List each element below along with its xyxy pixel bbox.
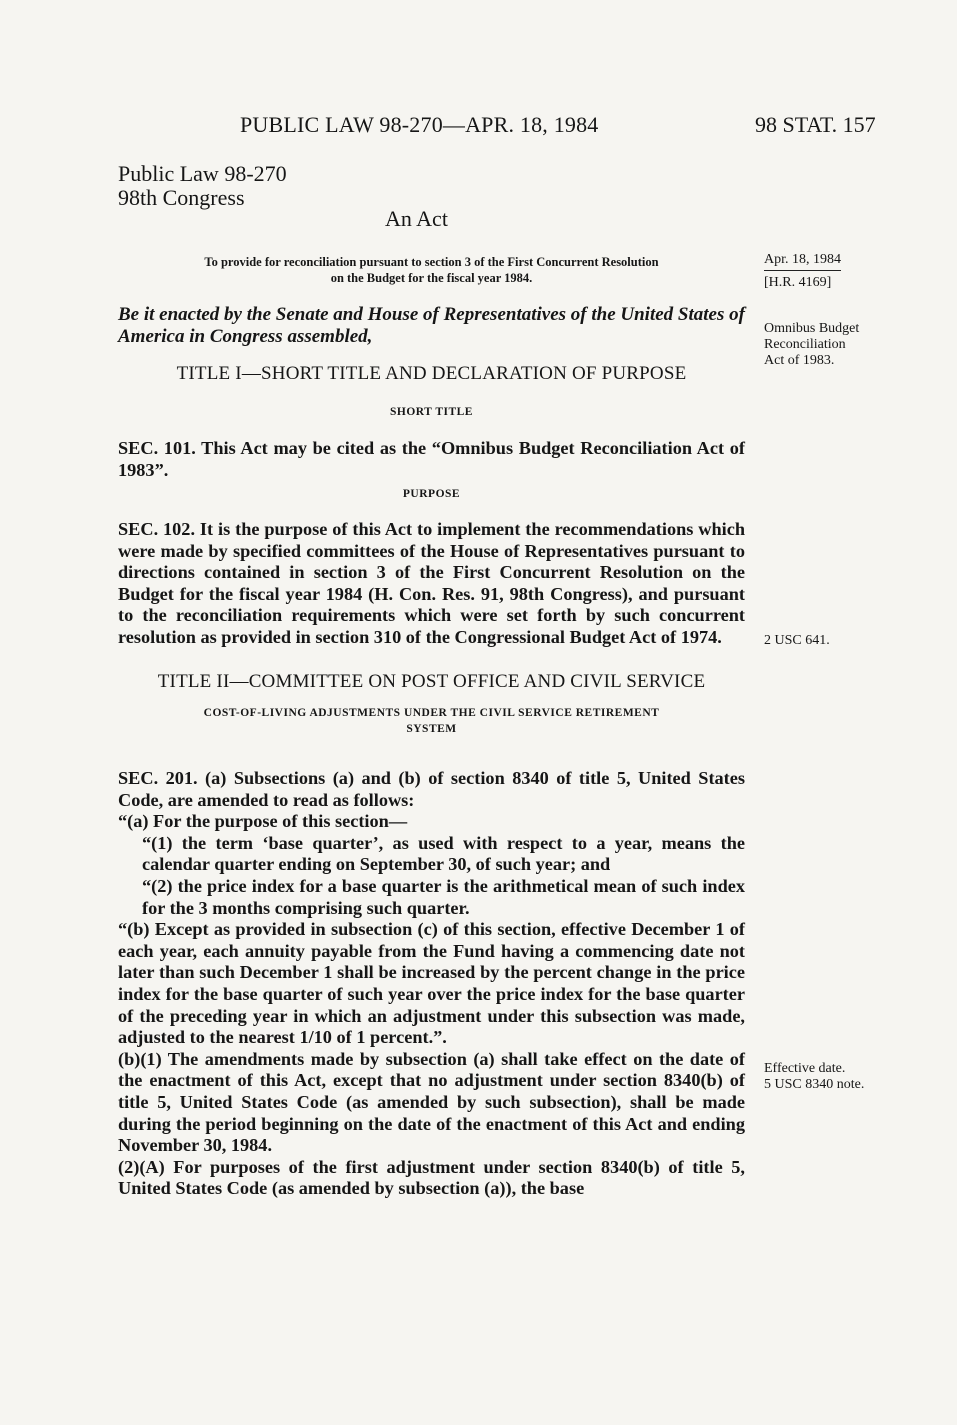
running-head: PUBLIC LAW 98-270—APR. 18, 1984 [240, 112, 599, 137]
sec201-intro: SEC. 201. (a) Subsections (a) and (b) of section 8340 of title 5, United States Code, are amended to read as follows: [118, 768, 745, 810]
page-number: 98 STAT. 157 [755, 112, 876, 137]
margin-date-block [764, 252, 841, 291]
margin-short-title-note: Omnibus Budget Reconciliation Act of 1983. [764, 321, 860, 368]
purpose-line: To provide for reconciliation pursuant to section 3 of the First Concurrent Resolution [204, 255, 659, 269]
section-101: SEC. 101. This Act may be cited as the “Omnibus Budget Reconciliation Act of 1983”. [118, 438, 745, 480]
section-201-body [118, 768, 745, 1200]
purpose-line: on the Budget for the fiscal year 1984. [330, 271, 533, 285]
section-102: SEC. 102. It is the purpose of this Act to implement the recommendations which were made by specified committees of the House of Representatives pursuant to directions contained in section 3 of the First Concurrent Resolution on the Budget for the fiscal year 1984 (H. Con. Res. 91, 98th Congress), and pursuant to the reconciliation requirements which were set forth by such concurrent resolution as provided in section 310 of the Congressional Budget Act of 1974. [118, 519, 745, 647]
para-2A: (2)(A) For purposes of the first adjustment under section 8340(b) of title 5, United States Code (as amended by subsection (a)), the base [118, 1156, 745, 1199]
effective-date-label: Effective date. [764, 1061, 846, 1076]
enacting-clause: Be it enacted by the Senate and House of Representatives of the United States of America in Congress assembled, [118, 304, 745, 347]
cola-heading [118, 705, 745, 737]
cola-heading-line: COST-OF-LIVING ADJUSTMENTS UNDER THE CIVIL SERVICE RETIREMENT [203, 707, 660, 719]
congress-number: 98th Congress [118, 185, 245, 210]
para-b1: (b)(1) The amendments made by subsection (a) shall take effect on the date of the enactment of this Act, except that no adjustment under section 8340(b) of title 5, United States Code (as amended by such subsection), shall be made during the period beginning on the date of the enactment of this Act and ending November 30, 1984. [118, 1048, 745, 1156]
title-2-heading: TITLE II—COMMITTEE ON POST OFFICE AND CIVIL SERVICE [157, 671, 706, 692]
public-law-number: Public Law 98-270 [118, 161, 287, 186]
act-purpose [118, 254, 745, 286]
act-title: An Act [385, 206, 448, 231]
para-a2: “(2) the price index for a base quarter is the arithmetical mean of such index for the 3 months comprising such quarter. [142, 875, 745, 918]
short-title-heading: SHORT TITLE [390, 406, 473, 418]
para-a: “(a) For the purpose of this section— [118, 811, 408, 832]
margin-bill-number: [H.R. 4169] [764, 275, 832, 290]
para-a1: “(1) the term ‘base quarter’, as used with respect to a year, means the calendar quarter ending on September 30, of such year; and [142, 832, 745, 875]
law-identifier [118, 162, 287, 210]
margin-date: Apr. 18, 1984 [764, 252, 841, 271]
para-b: “(b) Except as provided in subsection (c) of this section, effective December 1 of each year, each annuity payable from the Fund having a commencing date not later than such December 1 shall be increased by the percent change in the price index for the base quarter of such year over the price index for the base quarter of the preceding year in which an adjustment under this subsection was made, adjusted to the nearest 1/10 of 1 percent.”. [118, 919, 745, 1048]
usc-8340-note: 5 USC 8340 note. [764, 1077, 865, 1092]
purpose-heading: PURPOSE [402, 488, 461, 500]
title-1-heading: TITLE I—SHORT TITLE AND DECLARATION OF PURPOSE [176, 363, 687, 384]
margin-effective-date [764, 1061, 864, 1093]
margin-usc-641: 2 USC 641. [764, 633, 830, 648]
cola-heading-line: SYSTEM [406, 723, 457, 735]
